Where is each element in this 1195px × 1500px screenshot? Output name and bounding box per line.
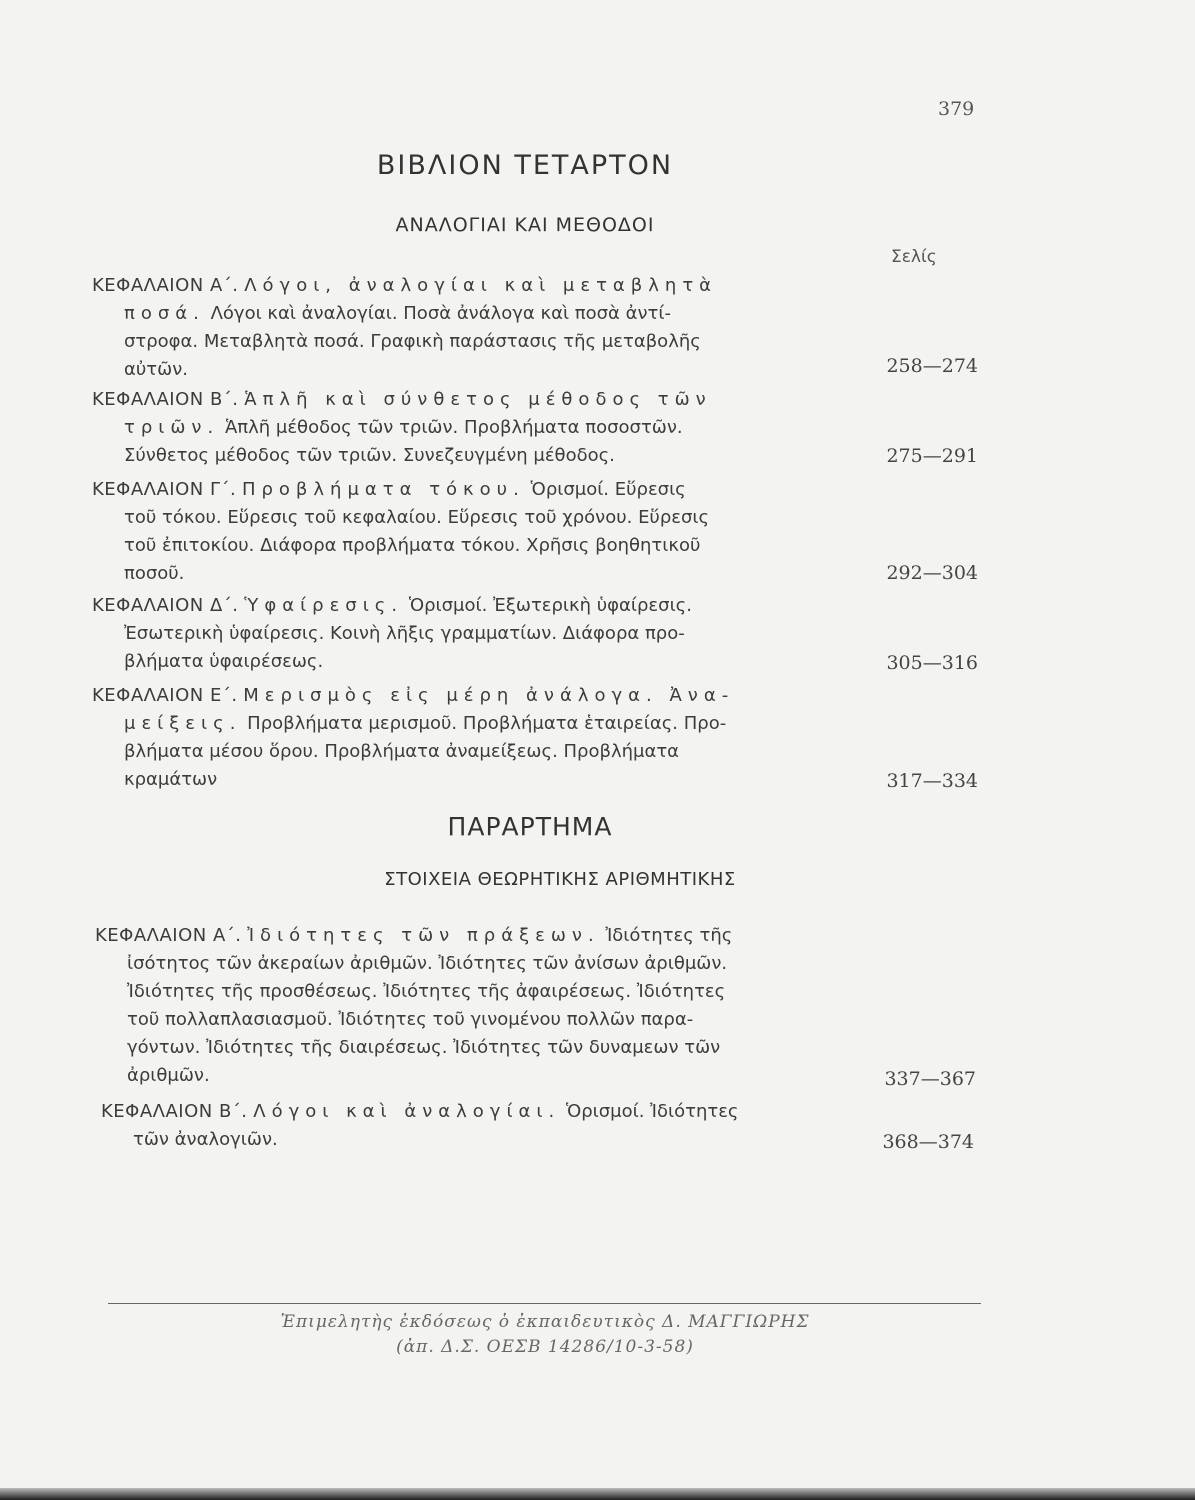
toc-entry-chapter-a: [92, 272, 852, 384]
chapter-desc: κραμάτων: [124, 769, 218, 790]
chapter-desc: βλήματα μέσου ὅρου. Προβλήματα ἀναμείξεως. Προβλήματα: [124, 741, 680, 762]
page-range: 292—304: [886, 562, 978, 584]
chapter-title: Προβλήματα τόκου.: [241, 479, 525, 500]
toc-entry-chapter-b: [92, 386, 852, 470]
chapter-label: ΚΕΦΑΛΑΙΟΝ Α΄.: [92, 275, 239, 296]
appendix-subtitle: ΣΤΟΙΧΕΙΑ ΘΕΩΡΗΤΙΚΗΣ ΑΡΙΘΜΗΤΙΚΗΣ: [384, 869, 736, 890]
chapter-desc: τοῦ τόκου. Εὕρεσις τοῦ κεφαλαίου. Εὕρεσις τοῦ χρόνου. Εὕρεσις: [124, 507, 710, 528]
chapter-desc: Ἐσωτερικὴ ὑφαίρεσις. Κοινὴ λῆξις γραμματίων. Διάφορα προ-: [124, 623, 685, 644]
page-range: 275—291: [886, 445, 978, 467]
pages-column-header: Σελίς: [891, 247, 937, 267]
chapter-desc: ἰσότητος τῶν ἀκεραίων ἀριθμῶν. Ἰδιότητες τῶν ἀνίσων ἀριθμῶν.: [127, 953, 728, 974]
chapter-desc: Ὁρισμοί. Ἰδιότητες: [565, 1101, 739, 1122]
chapter-title: Λόγοι, ἀναλογίαι καὶ μεταβλητὰ: [244, 275, 718, 296]
chapter-desc: Ἰδιότητες τῆς προσθέσεως. Ἰδιότητες τῆς ἀφαιρέσεως. Ἰδιότητες: [127, 981, 726, 1002]
chapter-title: Ἁπλῆ καὶ σύνθετος μέθοδος τῶν: [244, 389, 712, 410]
chapter-desc: γόντων. Ἰδιότητες τῆς διαιρέσεως. Ἰδιότητες τῶν δυναμεων τῶν: [127, 1037, 721, 1058]
chapter-desc: ἀριθμῶν.: [127, 1065, 210, 1086]
chapter-desc: τῶν ἀναλογιῶν.: [133, 1129, 278, 1150]
page-range: 258—274: [886, 355, 978, 377]
page-range: 305—316: [886, 652, 978, 674]
chapter-label: ΚΕΦΑΛΑΙΟΝ Δ΄.: [92, 595, 239, 616]
toc-entry-appendix-chapter-b: [101, 1098, 861, 1154]
imprint-approval: (ἀπ. Δ.Σ. ΟΕΣΒ 14286/10-3-58): [396, 1337, 694, 1357]
chapter-title: Λόγοι καὶ ἀναλογίαι.: [253, 1101, 561, 1122]
chapter-desc: στροφα. Μεταβλητὰ ποσά. Γραφικὴ παράστασις τῆς μεταβολῆς: [124, 331, 701, 352]
chapter-title: Μερισμὸς εἰς μέρη ἀνάλογα. Ἀνα-: [243, 685, 735, 706]
imprint-editor: Ἐπιμελητὴς ἐκδόσεως ὁ ἐκπαιδευτικὸς Δ. ΜΑΓΓΙΩΡΗΣ: [280, 1312, 810, 1332]
chapter-label: ΚΕΦΑΛΑΙΟΝ Α΄.: [95, 925, 242, 946]
chapter-label: ΚΕΦΑΛΑΙΟΝ Β΄.: [101, 1101, 248, 1122]
toc-entry-chapter-d: [92, 592, 852, 676]
chapter-title-cont: ποσά.: [124, 303, 205, 324]
toc-entry-appendix-chapter-a: [95, 922, 855, 1090]
chapter-desc: Προβλήματα μερισμοῦ. Προβλήματα ἑταιρείας. Προ-: [247, 713, 727, 734]
chapter-desc: Λόγοι καὶ ἀναλογίαι. Ποσὰ ἀνάλογα καὶ ποσὰ ἀντί-: [210, 303, 671, 324]
page-range: 337—367: [884, 1068, 976, 1090]
chapter-title: Ἰδιότητες τῶν πράξεων.: [247, 925, 600, 946]
book-title: ΒΙΒΛΙΟΝ ΤΕΤΑΡΤΟΝ: [376, 150, 674, 181]
chapter-desc: βλήματα ὑφαιρέσεως.: [124, 651, 324, 672]
appendix-title: ΠΑΡΑΡΤΗΜΑ: [447, 812, 613, 841]
page-range: 368—374: [882, 1131, 974, 1153]
scan-edge: [0, 1488, 1195, 1500]
chapter-desc: τοῦ ἐπιτοκίου. Διάφορα προβλήματα τόκου. Χρῆσις βοηθητικοῦ: [124, 535, 701, 556]
chapter-desc: Σύνθετος μέθοδος τῶν τριῶν. Συνεζευγμένη μέθοδος.: [124, 445, 615, 466]
chapter-desc: Ὁρισμοί. Εὕρεσις: [530, 479, 686, 500]
chapter-title-cont: μείξεις.: [124, 713, 242, 734]
book-subtitle: ΑΝΑΛΟΓΙΑΙ ΚΑΙ ΜΕΘΟΔΟΙ: [395, 214, 655, 236]
chapter-desc: Ἰδιότητες τῆς: [605, 925, 733, 946]
chapter-title: Ὑφαίρεσις.: [244, 595, 404, 616]
footer-rule: [108, 1303, 981, 1304]
chapter-desc: τοῦ πολλαπλασιασμοῦ. Ἰδιότητες τοῦ γινομένου πολλῶν παρα-: [127, 1009, 694, 1030]
toc-entry-chapter-c: [92, 476, 852, 588]
chapter-label: ΚΕΦΑΛΑΙΟΝ Ε΄.: [92, 685, 238, 706]
page-number: 379: [938, 98, 975, 120]
chapter-desc: ποσοῦ.: [124, 563, 185, 584]
page-range: 317—334: [886, 770, 978, 792]
chapter-label: ΚΕΦΑΛΑΙΟΝ Β΄.: [92, 389, 239, 410]
chapter-title-cont: τριῶν.: [124, 417, 220, 438]
toc-entry-chapter-e: [92, 682, 852, 794]
chapter-desc: Ὁρισμοί. Ἐξωτερικὴ ὑφαίρεσις.: [408, 595, 692, 616]
chapter-desc: Ἁπλῆ μέθοδος τῶν τριῶν. Προβλήματα ποσοστῶν.: [224, 417, 683, 438]
chapter-desc: αὐτῶν.: [124, 359, 188, 380]
chapter-label: ΚΕΦΑΛΑΙΟΝ Γ΄.: [92, 479, 237, 500]
